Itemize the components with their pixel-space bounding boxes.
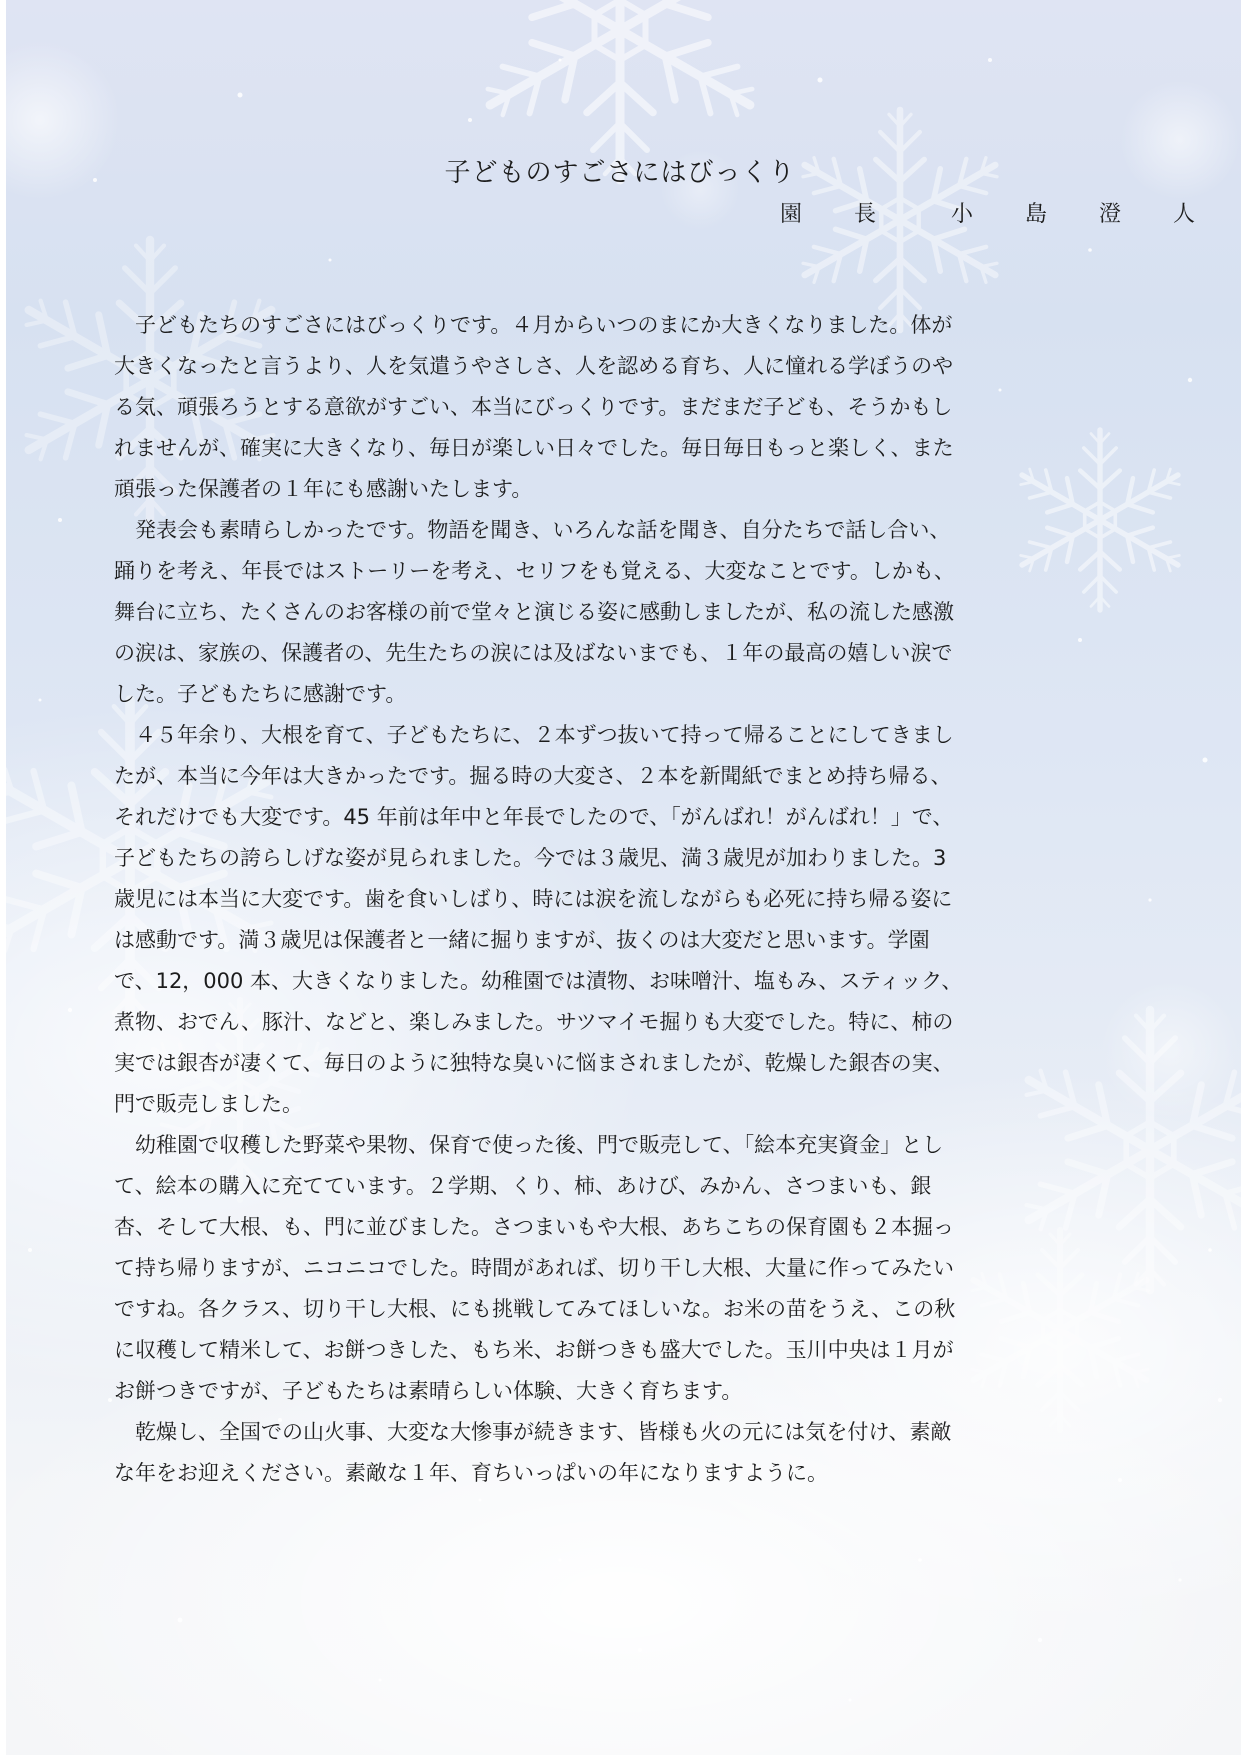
body-line: に収穫して精米して、お餅つきした、もち米、お餅つきも盛大でした。玉川中央は１月が [114, 1338, 954, 1362]
body-line: は感動です。満３歳児は保護者と一緒に掘りますが、抜くのは大変だと思います。学園 [114, 928, 930, 952]
author-name: 小 島 澄 人 [951, 202, 1211, 227]
body-line: 子どもたちの誇らしげな姿が見られました。今では３歳児、満３歳児が加わりました。3 [114, 846, 947, 870]
body-line: それだけでも大変です。45 年前は年中と年長でしたので、「がんばれ！がんばれ！」で、 [114, 805, 954, 829]
body-line: て、絵本の購入に充てています。２学期、くり、柿、あけび、みかん、さつまいも、銀 [114, 1174, 932, 1198]
body-line: な年をお迎えください。素敵な１年、育ちいっぱいの年になりますように。 [114, 1461, 828, 1485]
body-line: 子どもたちのすごさにはびっくりです。４月からいつのまにか大きくなりました。体が [114, 313, 953, 337]
body-line: る気、頑張ろうとする意欲がすごい、本当にびっくりです。まだまだ子ども、そうかもし [114, 395, 953, 419]
body-line: 大きくなったと言うより、人を気遣うやさしさ、人を認める育ち、人に憧れる学ぼうのや [114, 354, 954, 378]
body-line: 舞台に立ち、たくさんのお客様の前で堂々と演じる姿に感動しましたが、私の流した感激 [114, 600, 954, 624]
body-line: たが、本当に今年は大きかったです。掘る時の大変さ、２本を新聞紙でまとめ持ち帰る、 [114, 764, 952, 788]
body-line: ４５年余り、大根を育て、子どもたちに、２本ずつ抜いて持って帰ることにしてきまし [114, 723, 954, 747]
body-line: 踊りを考え、年長ではストーリーを考え、セリフをも覚える、大変なことです。しかも、 [114, 559, 955, 583]
body-line: れませんが、確実に大きくなり、毎日が楽しい日々でした。毎日毎日もっと楽しく、また [114, 436, 954, 460]
body-line: の涙は、家族の、保護者の、先生たちの涙には及ばないまでも、１年の最高の嬉しい涙で [114, 641, 953, 665]
page-title: 子どものすごさにはびっくり [444, 158, 796, 188]
body-line: 発表会も素晴らしかったです。物語を聞き、いろんな話を聞き、自分たちで話し合い、 [114, 518, 951, 542]
body-line: て持ち帰りますが、ニコニコでした。時間があれば、切り干し大根、大量に作ってみたい [114, 1256, 954, 1280]
body-line: 幼稚園で収穫した野菜や果物、保育で使った後、門で販売して、「絵本充実資金」とし [114, 1133, 944, 1157]
body-line: した。子どもたちに感謝です。 [114, 682, 407, 706]
author-line [780, 197, 1211, 228]
body-line: 門で販売しました。 [114, 1092, 303, 1116]
body-line: で、12，000 本、大きくなりました。幼稚園では漬物、お味噌汁、塩もみ、スティック、 [114, 969, 963, 993]
body-line: ですね。各クラス、切り干し大根、にも挑戦してみてほしいな。お米の苗をうえ、この秋 [114, 1297, 956, 1321]
body-line: 歳児には本当に大変です。歯を食いしばり、時には涙を流しながらも必死に持ち帰る姿に [114, 887, 953, 911]
letter-body [114, 305, 1124, 1494]
body-line: 頑張った保護者の１年にも感謝いたします。 [114, 477, 533, 501]
body-line: 実では銀杏が凄くて、毎日のように独特な臭いに悩まされましたが、乾燥した銀杏の実、 [114, 1051, 954, 1075]
body-line: 乾燥し、全国での山火事、大変な大惨事が続きます、皆様も火の元には気を付け、素敵 [114, 1420, 952, 1444]
body-line: 煮物、おでん、豚汁、などと、楽しみました。サツマイモ掘りも大変でした。特に、柿の [114, 1010, 954, 1034]
body-line: 杏、そして大根、も、門に並びました。さつまいもや大根、あちこちの保育園も２本掘っ [114, 1215, 954, 1239]
body-line: お餅つきですが、子どもたちは素晴らしい体験、大きく育ちます。 [114, 1379, 743, 1403]
author-role: 園 長 [780, 202, 892, 227]
